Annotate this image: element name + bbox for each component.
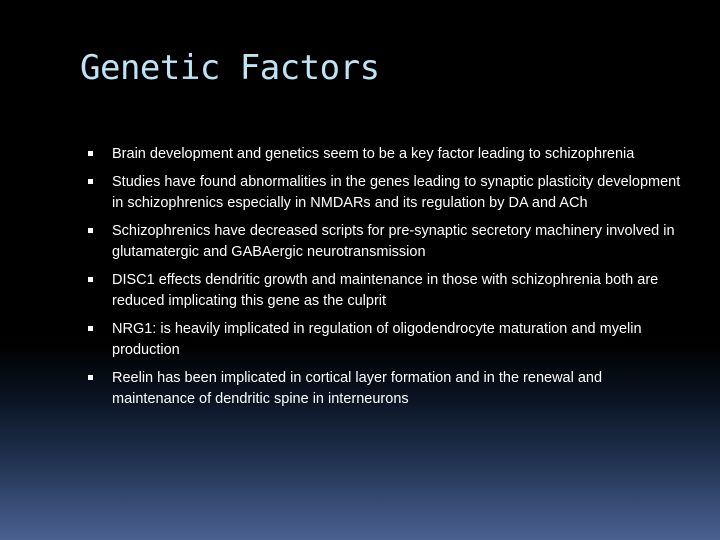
- bullet-text: Reelin has been implicated in cortical layer formation and in the renewal and maintenance of dendritic spine in interneurons: [112, 370, 603, 407]
- bullet-text: NRG1: is heavily implicated in regulation of oligodendrocyte maturation and myelin production: [112, 321, 642, 358]
- square-bullet-icon: [88, 151, 93, 156]
- bullet-text: Studies have found abnormalities in the genes leading to synaptic plasticity development in schizophrenics especially in NMDARs and its regulation by DA and ACh: [112, 174, 681, 211]
- bullet-text: DISC1 effects dendritic growth and maintenance in those with schizophrenia both are reduced implicating this gene as the culprit: [112, 272, 659, 309]
- bullet-item: [88, 319, 688, 361]
- square-bullet-icon: [88, 375, 93, 380]
- bullet-item: [88, 172, 688, 214]
- square-bullet-icon: [88, 228, 93, 233]
- bullet-item: [88, 144, 688, 165]
- bullet-list: [88, 144, 688, 417]
- square-bullet-icon: [88, 326, 93, 331]
- square-bullet-icon: [88, 277, 93, 282]
- square-bullet-icon: [88, 179, 93, 184]
- bullet-item: [88, 221, 688, 263]
- bullet-item: [88, 270, 688, 312]
- bullet-text: Brain development and genetics seem to be a key factor leading to schizophrenia: [112, 146, 635, 162]
- bullet-text: Schizophrenics have decreased scripts for pre-synaptic secretory machinery involved in glutamatergic and GABAergic neurotransmission: [112, 223, 675, 260]
- bullet-item: [88, 368, 688, 410]
- slide-title: Genetic Factors: [80, 48, 380, 88]
